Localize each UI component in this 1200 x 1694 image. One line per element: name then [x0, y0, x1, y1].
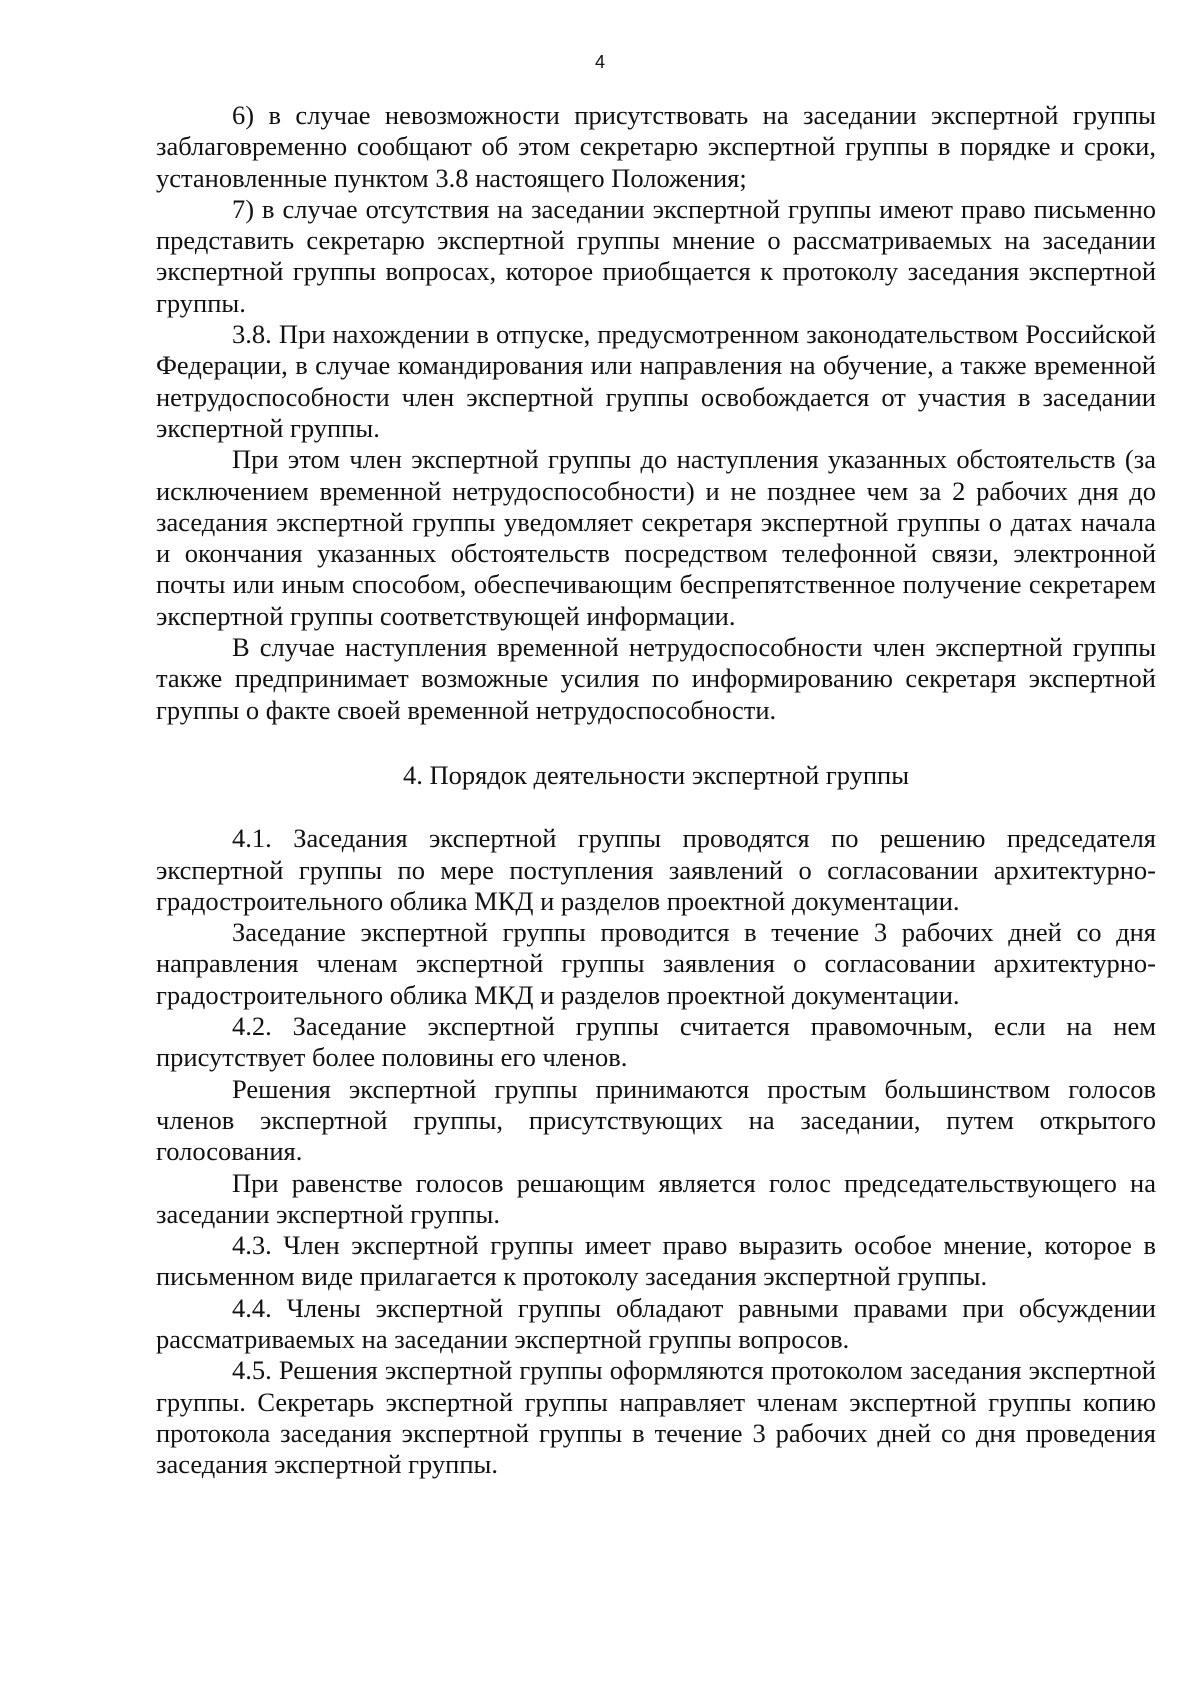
paragraph-3-8-notice: При этом член экспертной группы до наступления указанных обстоятельств (за исключением временной нетрудоспособности) и не позднее чем за 2 рабочих дня до заседания экспертной группы уведомляет секретаря экспертной группы о датах начала и окончания указанных обстоятельств посредством телефонной связи, электронной почты или иным способом, обеспечивающим беспрепятственное получение секретарем экспертной группы соответствующей информации. — [156, 444, 1156, 631]
paragraph-item-6: 6) в случае невозможности присутствовать на заседании экспертной группы заблаговременно сообщают об этом секретарю экспертной группы в порядке и сроки, установленные пунктом 3.8 настоящего Положения; — [156, 100, 1156, 193]
paragraph-4-2-tie: При равенстве голосов решающим является голос председательствующего на заседании экспертной группы. — [156, 1167, 1156, 1229]
paragraph-item-7: 7) в случае отсутствия на заседании экспертной группы имеют право письменно представить секретарю экспертной группы мнение о рассматриваемых на заседании экспертной группы вопросах, которое приобщается к протоколу заседания экспертной группы. — [156, 193, 1156, 318]
paragraph-4-5: 4.5. Решения экспертной группы оформляются протоколом заседания экспертной группы. Секретарь экспертной группы направляет членам экспертной группы копию протокола заседания экспертной группы в течение 3 рабочих дней со дня проведения заседания экспертной группы. — [156, 1355, 1156, 1480]
page-number: 4 — [594, 52, 605, 72]
paragraph-3-8: 3.8. При нахождении в отпуске, предусмотренном законодательством Российской Федерации, в случае командирования или направления на обучение, а также временной нетрудоспособности член экспертной группы освобождается от участия в заседании экспертной группы. — [156, 319, 1156, 443]
paragraph-4-1-timing: Заседание экспертной группы проводится в течение 3 рабочих дней со дня направления членам экспертной группы заявления о согласовании архитектурно-градостроительного облика МКД и разделов проектной документации. — [156, 917, 1156, 1010]
paragraph-4-3: 4.3. Член экспертной группы имеет право выразить особое мнение, которое в письменном виде прилагается к протоколу заседания экспертной группы. — [156, 1230, 1156, 1292]
paragraph-3-8-disability: В случае наступления временной нетрудоспособности член экспертной группы также предпринимает возможные усилия по информированию секретаря экспертной группы о факте своей временной нетрудоспособности. — [156, 632, 1156, 725]
paragraph-4-2: 4.2. Заседание экспертной группы считается правомочным, если на нем присутствует более половины его членов. — [156, 1011, 1156, 1073]
section-heading: 4. Порядок деятельности экспертной группы — [402, 759, 910, 790]
paragraph-4-1: 4.1. Заседания экспертной группы проводятся по решению председателя экспертной группы по мере поступления заявлений о согласовании архитектурно-градостроительного облика МКД и разделов проектной документации. — [156, 823, 1156, 916]
paragraph-4-4: 4.4. Члены экспертной группы обладают равными правами при обсуждении рассматриваемых на заседании экспертной группы вопросов. — [156, 1292, 1156, 1354]
document-body — [156, 100, 1156, 1480]
paragraph-4-2-decisions: Решения экспертной группы принимаются простым большинством голосов членов экспертной группы, присутствующих на заседании, путем открытого голосования. — [156, 1073, 1156, 1167]
